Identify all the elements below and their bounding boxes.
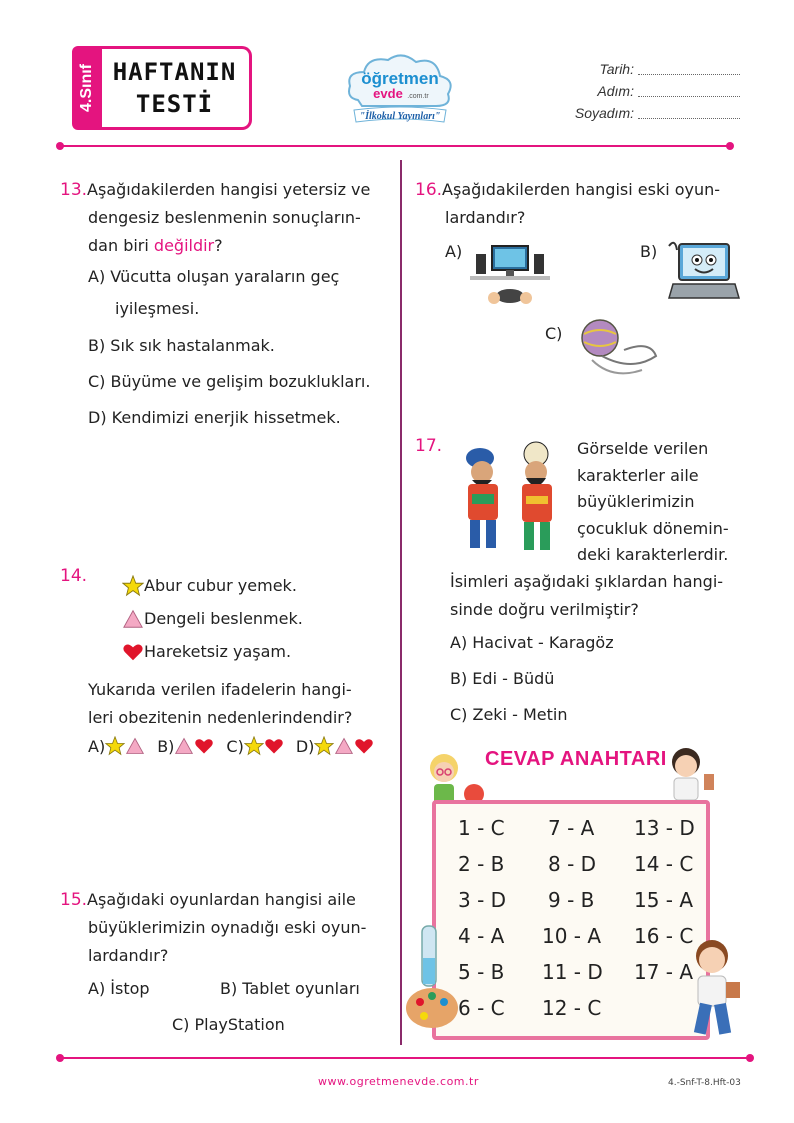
answer-17: 17 - A	[634, 960, 694, 984]
q13-line3-post: ?	[214, 236, 223, 255]
q17-desc-line4: çocukluk dönemin-	[577, 518, 729, 538]
palette-illustration	[404, 982, 460, 1036]
answer-5: 5 - B	[458, 960, 505, 984]
answer-7: 7 - A	[548, 816, 595, 840]
q16-option-b[interactable]: B)	[640, 242, 658, 261]
date-field[interactable]	[540, 58, 740, 80]
triangle-icon	[122, 608, 144, 630]
answer-2: 2 - B	[458, 852, 505, 876]
answer-8: 8 - D	[548, 852, 597, 876]
surname-field[interactable]	[540, 102, 740, 124]
q13-line3-pre: dan biri	[88, 236, 154, 255]
q15-number: 15.	[60, 890, 88, 910]
q13-option-c[interactable]: C) Büyüme ve gelişim bozuklukları.	[88, 372, 371, 391]
q14-question	[88, 676, 352, 732]
q14-item-heart: Hareketsiz yaşam.	[144, 642, 292, 661]
answer-13: 13 - D	[634, 816, 695, 840]
q17-desc-line1: Görselde verilen	[577, 439, 709, 458]
q17-question	[450, 568, 723, 624]
laptop-image	[665, 236, 741, 310]
answer-15: 15 - A	[634, 888, 694, 912]
answer-16: 16 - C	[634, 924, 694, 948]
q17-question-line2: sinde doğru verilmiştir?	[450, 600, 639, 619]
star-icon	[314, 736, 334, 756]
logo	[340, 48, 460, 128]
column-divider	[400, 160, 402, 1045]
header-divider	[60, 145, 730, 147]
heart-icon	[194, 736, 214, 756]
logo-brand2: evde	[373, 86, 403, 101]
logo-tagline: "İlkokul Yayınları"	[359, 111, 441, 122]
answer-3: 3 - D	[458, 888, 507, 912]
q17-option-a[interactable]: A) Hacivat - Karagöz	[450, 633, 614, 652]
q17-desc-line5: deki karakterlerdir.	[577, 545, 729, 564]
q13-line2: dengesiz beslenmenin sonuçların-	[88, 208, 361, 227]
q15-line3: lardandır?	[88, 946, 169, 965]
q14-option-d[interactable]: D)	[295, 736, 315, 756]
triangle-icon	[334, 736, 354, 756]
heart-icon	[264, 736, 284, 756]
q14-option-c[interactable]: C)	[226, 736, 244, 756]
surname-label: Soyadım:	[574, 105, 634, 121]
q14-number: 14.	[60, 566, 88, 586]
question-13	[60, 176, 370, 260]
footer-url[interactable]: www.ogretmenevde.com.tr	[318, 1075, 479, 1088]
q13-option-d[interactable]: D) Kendimizi enerjik hissetmek.	[88, 408, 341, 427]
boy-illustration	[660, 744, 720, 808]
footer-code: 4.-Snf-T-8.Hft-03	[668, 1078, 741, 1088]
triangle-icon	[174, 736, 194, 756]
q15-option-a[interactable]: A) İstop	[88, 979, 150, 998]
q13-option-a-cont: iyileşmesi.	[115, 299, 200, 318]
q16-line1: Aşağıdakilerden hangisi eski oyun-	[442, 180, 721, 199]
q13-option-b[interactable]: B) Sık sık hastalanmak.	[88, 336, 275, 355]
name-field[interactable]	[540, 80, 740, 102]
heart-icon	[122, 641, 144, 663]
q14-items	[122, 569, 303, 668]
q14-options	[88, 736, 374, 756]
answer-key-title: CEVAP ANAHTARI	[485, 748, 667, 770]
q15-option-b[interactable]: B) Tablet oyunları	[220, 979, 360, 998]
q14-option-a[interactable]: A)	[88, 736, 106, 756]
q17-option-b[interactable]: B) Edi - Büdü	[450, 669, 555, 688]
q16-option-a[interactable]: A)	[445, 242, 463, 261]
answer-11: 11 - D	[542, 960, 603, 984]
q17-desc-line2: karakterler aile	[577, 465, 699, 485]
answer-6: 6 - C	[458, 996, 505, 1020]
q16-number: 16.	[415, 180, 443, 200]
q13-emphasis: değildir	[153, 236, 215, 255]
answer-key-board	[432, 800, 710, 1040]
q17-number: 17.	[415, 436, 443, 456]
question-15	[60, 886, 366, 970]
title-line1: HAFTANIN	[112, 58, 237, 86]
q15-line2: büyüklerimizin oynadığı eski oyun-	[88, 918, 367, 937]
q17-question-line1: İsimleri aşağıdaki şıklardan hangi-	[450, 572, 724, 591]
q15-line1: Aşağıdaki oyunlardan hangisi aile	[87, 890, 356, 909]
istop-ball-image	[572, 316, 662, 386]
q13-number: 13.	[60, 180, 88, 200]
title-line2: TESTİ	[135, 90, 214, 118]
footer-divider	[60, 1057, 750, 1059]
q14-option-b[interactable]: B)	[157, 736, 175, 756]
q16-line2: lardandır?	[445, 208, 526, 227]
running-boy-illustration	[682, 938, 748, 1052]
student-info	[540, 58, 740, 124]
q17-desc-line3: büyüklerimizin	[577, 492, 695, 511]
q17-option-c[interactable]: C) Zeki - Metin	[450, 705, 568, 724]
answer-12: 12 - C	[542, 996, 602, 1020]
q14-question-line2: leri obezitenin nedenlerindendir?	[88, 708, 353, 727]
karagoz-hacivat-image	[450, 436, 572, 564]
q13-line1: Aşağıdakilerden hangisi yetersiz ve	[87, 180, 371, 199]
triangle-icon	[125, 736, 145, 756]
answer-1: 1 - C	[458, 816, 505, 840]
logo-brand: öğretmen	[361, 69, 439, 88]
q14-question-line1: Yukarıda verilen ifadelerin hangi-	[88, 680, 352, 699]
heart-icon	[354, 736, 374, 756]
q17-description	[577, 436, 729, 569]
answer-10: 10 - A	[542, 924, 602, 948]
logo-domain: .com.tr	[407, 93, 429, 100]
answer-14: 14 - C	[634, 852, 694, 876]
grade-tab	[72, 46, 102, 130]
q14-item-triangle: Dengeli beslenmek.	[144, 609, 303, 628]
answer-4: 4 - A	[458, 924, 505, 948]
q13-option-a[interactable]: A) Vücutta oluşan yaraların geç	[88, 267, 340, 286]
title-box	[100, 46, 252, 130]
star-icon	[105, 736, 125, 756]
q15-option-c[interactable]: C) PlayStation	[172, 1015, 285, 1034]
star-icon	[244, 736, 264, 756]
answer-9: 9 - B	[548, 888, 595, 912]
q14-item-star: Abur cubur yemek.	[144, 576, 297, 595]
question-16	[415, 176, 720, 232]
grade-label: 4.Sınıf	[78, 63, 95, 113]
date-label: Tarih:	[599, 61, 634, 77]
name-label: Adım:	[597, 83, 634, 99]
playstation-image	[470, 240, 550, 316]
star-icon	[122, 575, 144, 597]
q16-option-c[interactable]: C)	[545, 324, 563, 343]
